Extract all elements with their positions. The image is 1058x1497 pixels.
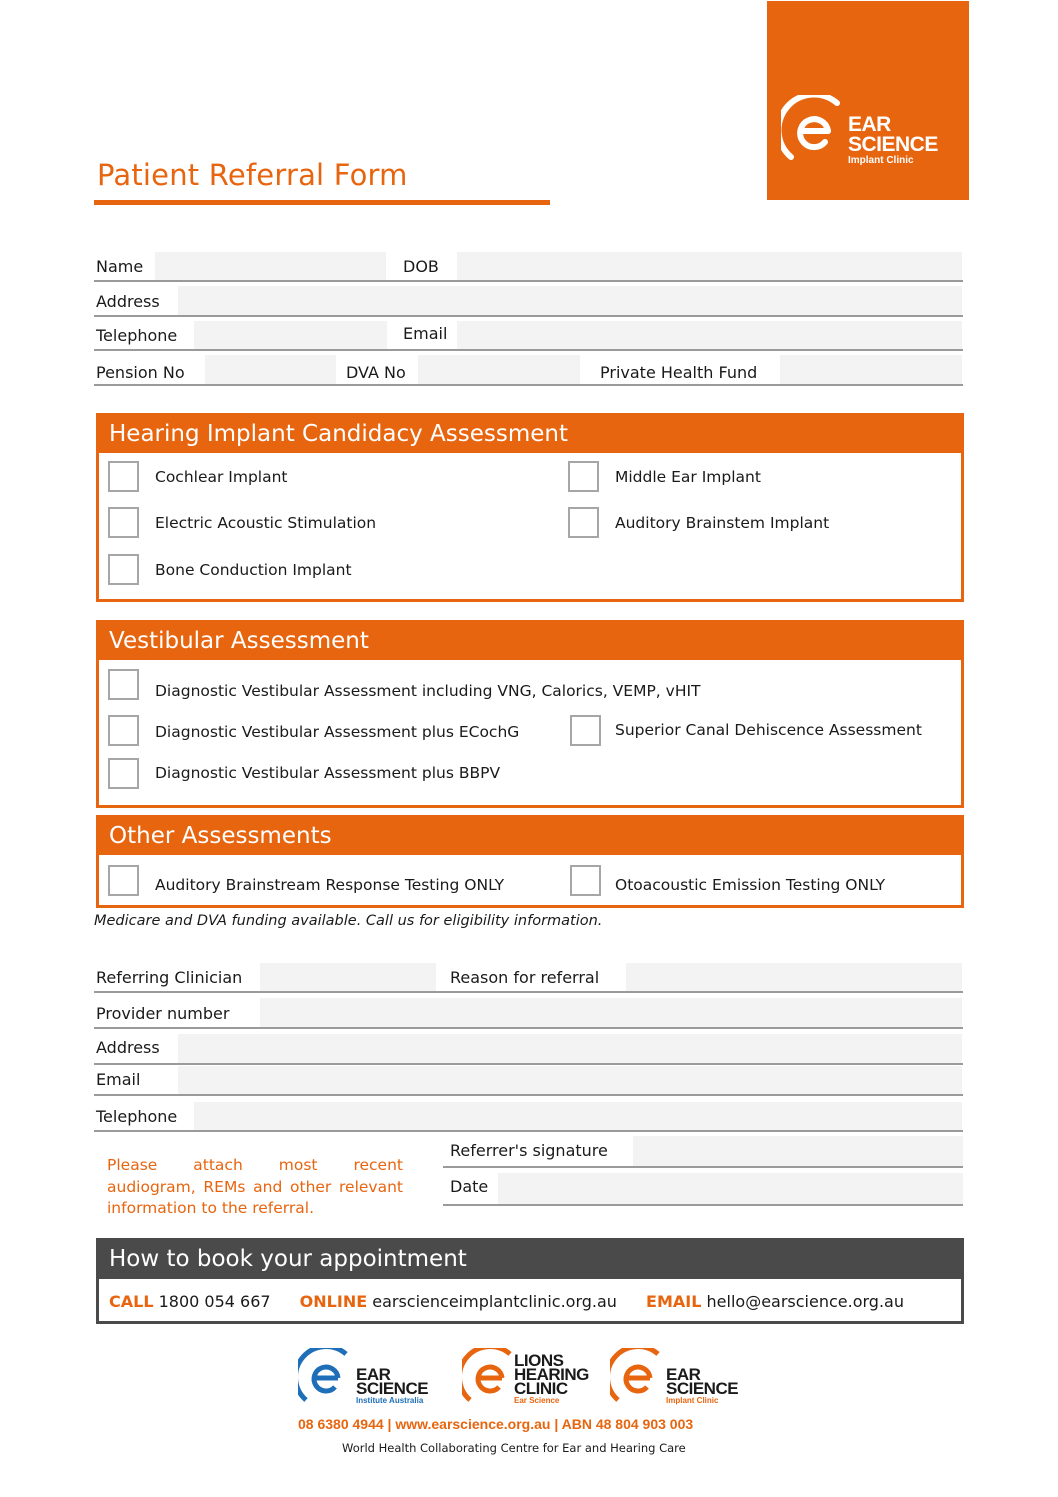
referrer-signature-field[interactable]: [633, 1136, 963, 1166]
option-label: Cochlear Implant: [155, 468, 288, 486]
option-label: Auditory Brainstem Implant: [615, 514, 830, 532]
checkbox-vestibular-bbpv[interactable]: [108, 758, 139, 789]
booking-title: How to book your appointment: [99, 1241, 961, 1279]
ear-science-implant-clinic-logo: [767, 1, 969, 200]
option-label: Otoacoustic Emission Testing ONLY: [615, 876, 886, 894]
lions-hearing-clinic-logo: [462, 1348, 589, 1410]
pension-number-field[interactable]: [205, 355, 336, 384]
email-key: EMAIL: [646, 1292, 702, 1311]
vestibular-section-title: Vestibular Assessment: [99, 623, 961, 660]
option-label: Superior Canal Dehiscence Assessment: [615, 721, 922, 739]
referrer-telephone-label: Telephone: [96, 1107, 178, 1126]
option-label: Diagnostic Vestibular Assessment plus BBPV: [155, 764, 501, 782]
booking-contacts: [109, 1292, 904, 1311]
hearing-section-title: Hearing Implant Candidacy Assessment: [99, 416, 961, 453]
checkbox-middle-ear-implant[interactable]: [568, 461, 599, 492]
dob-label: DOB: [403, 257, 439, 276]
funding-note: Medicare and DVA funding available. Call us for eligibility information.: [94, 913, 603, 929]
checkbox-bone-conduction-implant[interactable]: [108, 554, 139, 585]
referrer-row-clinician-reason: [94, 963, 963, 993]
email-label: Email: [403, 324, 448, 343]
private-health-fund-field[interactable]: [780, 355, 962, 384]
logo-line-1: EAR: [848, 113, 891, 136]
referrer-row-email: [94, 1066, 963, 1096]
footer-contact-line: 08 6380 4944 | www.earscience.org.au | ABN 48 804 903 003: [298, 1416, 694, 1432]
health-fund-label: Private Health Fund: [600, 363, 758, 382]
logo-line-2: SCIENCE: [848, 133, 938, 156]
option-label: Bone Conduction Implant: [155, 561, 352, 579]
patient-dob-field[interactable]: [457, 252, 962, 280]
name-label: Name: [96, 257, 144, 276]
date-label: Date: [450, 1177, 489, 1196]
booking-section: [96, 1238, 964, 1324]
logo-line: EAR: [666, 1365, 701, 1384]
reason-for-referral-field[interactable]: [626, 963, 962, 991]
footer-who-statement: World Health Collaborating Centre for Ear and Hearing Care: [342, 1441, 686, 1455]
footer-logos: [298, 1348, 768, 1410]
checkbox-auditory-brainstem-implant[interactable]: [568, 507, 599, 538]
reason-label: Reason for referral: [450, 968, 600, 987]
checkbox-vestibular-vng[interactable]: [108, 669, 139, 700]
referrer-row-signature: [443, 1136, 963, 1168]
option-label: Middle Ear Implant: [615, 468, 761, 486]
option-label: Auditory Brainstream Response Testing ONLY: [155, 876, 505, 894]
page-title: Patient Referral Form: [97, 158, 408, 192]
referrer-email-label: Email: [96, 1070, 141, 1089]
checkbox-superior-canal-dehiscence[interactable]: [570, 715, 601, 746]
patient-email-field[interactable]: [457, 321, 962, 349]
signature-label: Referrer's signature: [450, 1141, 608, 1160]
referrer-row-date: [443, 1173, 963, 1206]
call-key: CALL: [109, 1292, 154, 1311]
provider-label: Provider number: [96, 1004, 230, 1023]
logo-line-3: Implant Clinic: [848, 155, 914, 166]
ear-swirl-icon: [610, 1348, 666, 1406]
referral-date-field[interactable]: [498, 1173, 963, 1204]
dva-label: DVA No: [346, 363, 406, 382]
checkbox-electric-acoustic-stimulation[interactable]: [108, 507, 139, 538]
checkbox-vestibular-ecochg[interactable]: [108, 715, 139, 746]
referrer-row-address: [94, 1034, 963, 1065]
logo-line: SCIENCE: [356, 1379, 429, 1398]
title-underline: [94, 200, 550, 205]
other-assessments-section: [96, 815, 964, 908]
address-label: Address: [96, 292, 160, 311]
online-key: ONLINE: [299, 1292, 368, 1311]
logo-line: EAR: [356, 1365, 391, 1384]
hearing-assessment-section: [96, 413, 964, 602]
referrer-address-field[interactable]: [178, 1034, 962, 1063]
pension-label: Pension No: [96, 363, 185, 382]
email-address-link[interactable]: hello@earscience.org.au: [706, 1292, 904, 1311]
logo-wordmark: [848, 115, 938, 167]
ear-science-implant-clinic-footer-logo: [610, 1348, 739, 1410]
checkbox-abr-testing[interactable]: [108, 865, 139, 896]
telephone-label: Telephone: [96, 326, 178, 345]
patient-row-telephone-email: [94, 321, 963, 351]
ear-science-institute-logo: [298, 1348, 429, 1410]
call-number-link[interactable]: 1800 054 667: [158, 1292, 271, 1311]
referrer-email-field[interactable]: [178, 1066, 962, 1094]
referrer-telephone-field[interactable]: [194, 1102, 962, 1130]
other-section-title: Other Assessments: [99, 818, 961, 855]
patient-row-address: [94, 286, 963, 317]
attach-documents-note: Please attach most recent audiogram, REMs and other relevant information to the referral.: [107, 1156, 403, 1217]
logo-line: LIONS: [514, 1351, 564, 1370]
logo-sub: Ear Science: [514, 1396, 560, 1405]
patient-telephone-field[interactable]: [194, 321, 387, 349]
online-url-link[interactable]: earscienceimplantclinic.org.au: [372, 1292, 617, 1311]
logo-line: SCIENCE: [666, 1379, 739, 1398]
dva-number-field[interactable]: [418, 355, 580, 384]
ear-swirl-icon: [462, 1348, 518, 1406]
patient-row-name-dob: [94, 252, 963, 282]
logo-line: HEARING: [514, 1365, 589, 1384]
referring-clinician-field[interactable]: [260, 963, 436, 991]
logo-line: CLINIC: [514, 1379, 568, 1398]
logo-sub: Institute Australia: [356, 1396, 424, 1405]
clinician-label: Referring Clinician: [96, 968, 243, 987]
referrer-row-telephone: [94, 1102, 963, 1132]
option-label: Diagnostic Vestibular Assessment plus ECochG: [155, 723, 520, 741]
option-label: Electric Acoustic Stimulation: [155, 514, 377, 532]
vestibular-assessment-section: [96, 620, 964, 808]
patient-address-field[interactable]: [178, 286, 962, 315]
patient-row-pension-dva-fund: [94, 355, 963, 386]
ear-swirl-icon: [781, 95, 845, 165]
ear-swirl-icon: [298, 1348, 354, 1406]
option-label: Diagnostic Vestibular Assessment including VNG, Calorics, VEMP, vHIT: [155, 682, 701, 700]
checkbox-oae-testing[interactable]: [570, 865, 601, 896]
provider-number-field[interactable]: [260, 998, 962, 1027]
referrer-row-provider: [94, 998, 963, 1029]
logo-sub: Implant Clinic: [666, 1396, 719, 1405]
patient-name-field[interactable]: [155, 252, 386, 280]
checkbox-cochlear-implant[interactable]: [108, 461, 139, 492]
referrer-address-label: Address: [96, 1038, 160, 1057]
